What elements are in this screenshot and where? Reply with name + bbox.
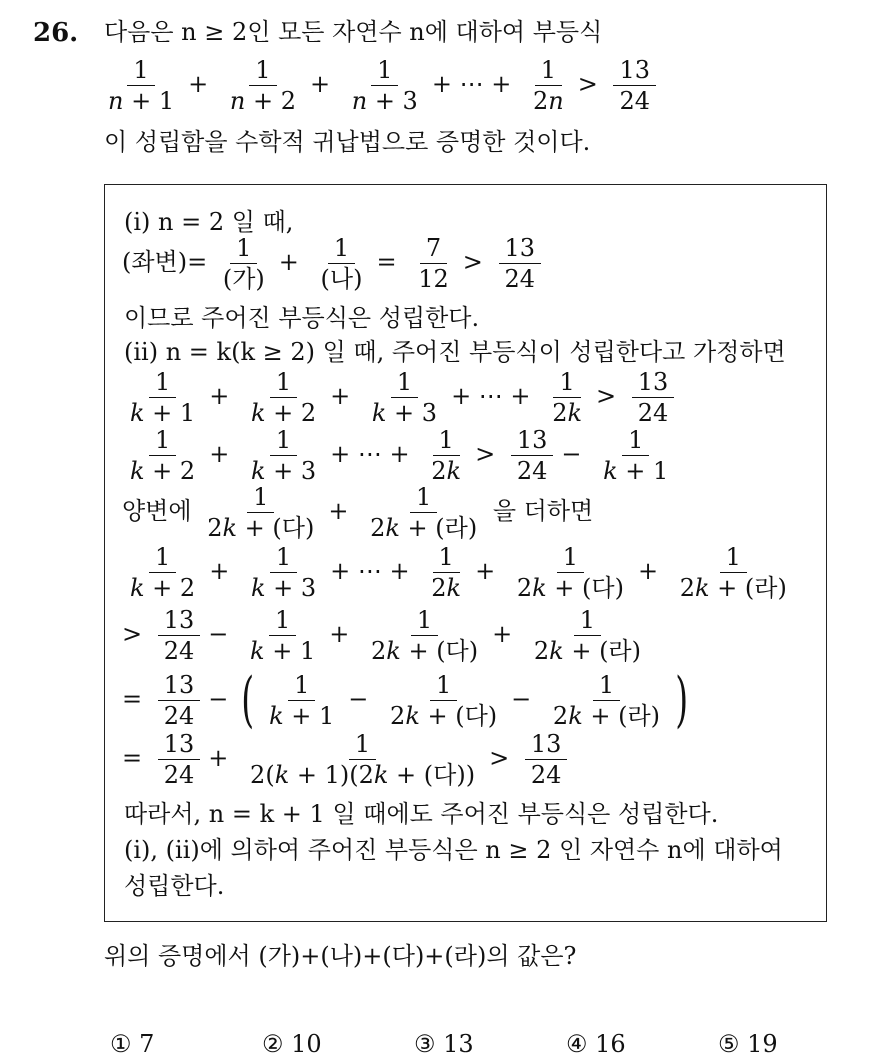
main-inequality: $\frac{1}{n + 1}$ + $\frac{1}{n + 2}$ + $\frac{1}{n + 3}$ + ⋯ + $\frac{1}{2n}$ > $\frac{13}{24}$ (100, 58, 658, 113)
choice-1[interactable]: ① 7 (110, 1030, 155, 1058)
problem-number: 26. (33, 18, 79, 48)
blank-na: (나) (320, 265, 363, 293)
step-lhs: $\frac{1}{k + 2}$ + $\frac{1}{k + 3}$ + ⋯ + $\frac{1}{2k}$ + $\frac{1}{\text{2k + (다)}}$ + $\frac{1}{\text{2k + (라)}}$ (130, 543, 787, 602)
conclusion: 따라서, n = k + 1 일 때에도 주어진 부등식은 성립한다. (124, 800, 719, 828)
case1-head: (i) n = 2 일 때, (124, 208, 294, 236)
choice-5[interactable]: ⑤ 19 (718, 1030, 778, 1058)
final-line-2: 성립한다. (124, 872, 225, 900)
blank-ga: (가) (222, 265, 265, 293)
case1-equation: (좌변)= $\frac{1}{\text{(가)}}$ + $\frac{1}{\text{(나)}}$ = $\frac{7}{12}$ > $\frac{13}{24}$ (122, 236, 543, 291)
choice-2[interactable]: ② 10 (262, 1030, 322, 1058)
case2-head: (ii) n = k(k ≥ 2) 일 때, 주어진 부등식이 성립한다고 가정하면 (124, 338, 786, 366)
add-both-suffix: 을 더하면 (492, 497, 594, 525)
add-both-sides: 양변에 $\frac{1}{\text{2k + (다)}}$ + $\frac{1}{\text{2k + (라)}}$ 을 더하면 (122, 483, 594, 542)
choice-4[interactable]: ④ 16 (566, 1030, 626, 1058)
step-gt: > $\frac{13}{24}$ − $\frac{1}{k + 1}$ + $\frac{1}{\text{2k + (다)}}$ + $\frac{1}{\text{2k + (라)}}$ (122, 606, 641, 665)
add-both-prefix: 양변에 (122, 497, 192, 525)
final-line-1: (i), (ii)에 의하여 주어진 부등식은 n ≥ 2 인 자연수 n에 대하여 (124, 836, 783, 864)
step-eq2: = $\frac{13}{24}$ + $\frac{1}{\text{2(k + 1)(2k + (다))}}$ > $\frac{13}{24}$ (122, 732, 569, 787)
rearranged-inequality: $\frac{1}{k + 2}$ + $\frac{1}{k + 3}$ + ⋯ + $\frac{1}{2k}$ > $\frac{13}{24}$ − $\frac{1}{k + 1}$ (130, 426, 669, 485)
case1-left-label: (좌변)= (122, 248, 208, 276)
assumed-inequality: $\frac{1}{k + 1}$ + $\frac{1}{k + 2}$ + $\frac{1}{k + 3}$ + ⋯ + $\frac{1}{2k}$ > $\frac{13}{24}$ (122, 370, 676, 425)
case1-result: 이므로 주어진 부등식은 성립한다. (124, 304, 480, 332)
problem-statement-tail: 이 성립함을 수학적 귀납법으로 증명한 것이다. (104, 128, 591, 156)
problem-intro: 다음은 n ≥ 2인 모든 자연수 n에 대하여 부등식 (104, 18, 603, 46)
step-eq1: = $\frac{13}{24}$ − ( $\frac{1}{k + 1}$ − $\frac{1}{\text{2k + (다)}}$ − $\frac{1}{\text{2k + (라)}}$ ) (122, 665, 688, 735)
question-text: 위의 증명에서 (가)+(나)+(다)+(라)의 값은? (104, 942, 577, 970)
choice-3[interactable]: ③ 13 (414, 1030, 474, 1058)
